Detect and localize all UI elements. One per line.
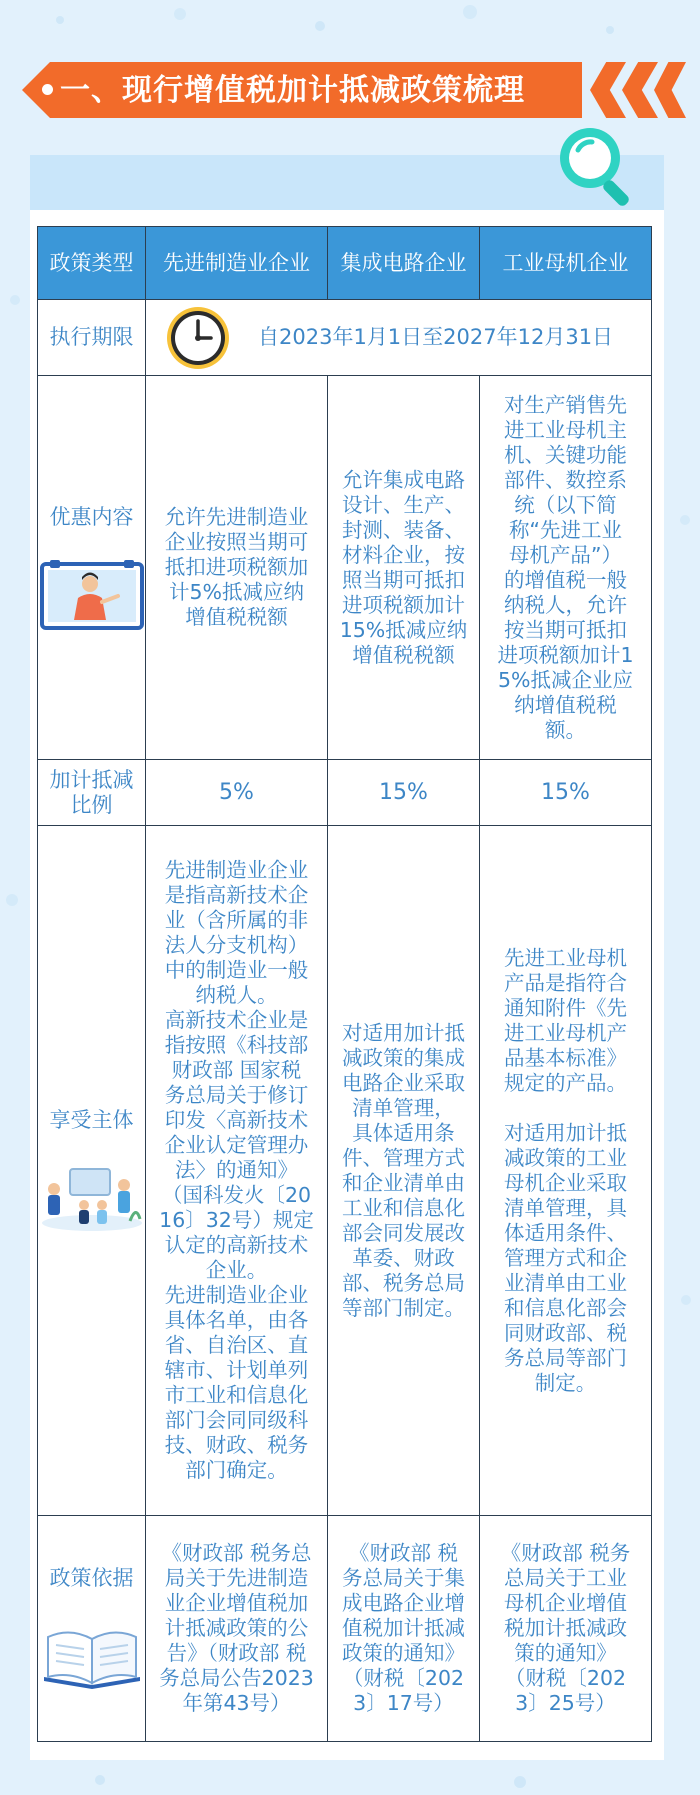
row-label-text: 享受主体 (49, 1108, 134, 1132)
table-row (38, 826, 652, 1516)
subject-machine-tool: 先进工业母机 产品是指符合 通知附件《先 进工业母机产 品基本标准》 规定的产品。 对适用加计抵 减政策的工业 母机企业采取 清单管理，具 体适用条件、 管理方式和企 业清单由工业 和信息化部会 同财政部、税 务总局等部门 制定。 (480, 826, 652, 1516)
chevron-left-icon (622, 62, 658, 118)
row-label-benefit (38, 376, 146, 760)
chevron-left-icon (590, 62, 626, 118)
header-advanced-manufacturing: 先进制造业企业 (146, 227, 328, 300)
ratio-integrated-circuit: 15% (328, 760, 480, 826)
subject-integrated-circuit: 对适用加计抵 减政策的集成 电路企业采取 清单管理， 具体适用条 件、管理方式 和企业清单由 工业和信息化 部会同发展改 革委、财政 部、税务总局 等部门制定。 (328, 826, 480, 1516)
team-meeting-illustration (40, 1161, 144, 1233)
chevron-left-icon (654, 62, 686, 118)
banner-bullet (42, 84, 53, 95)
header-policy-type: 政策类型 (38, 227, 146, 300)
row-label-ratio: 加计抵减 比例 (38, 760, 146, 826)
section-title: 一、现行增值税加计抵减政策梳理 (60, 73, 525, 108)
header-integrated-circuit: 集成电路企业 (328, 227, 480, 300)
benefit-advanced-manufacturing: 允许先进制造业 企业按照当期可 抵扣进项税额加 计5%抵减应纳 增值税税额 (146, 376, 328, 760)
header-machine-tool: 工业母机企业 (480, 227, 652, 300)
basis-machine-tool: 《财政部 税务 总局关于工业 母机企业增值 税加计抵减政 策的通知》 （财税〔202 3〕25号） (480, 1516, 652, 1742)
table-row (38, 1516, 652, 1742)
basis-advanced-manufacturing: 《财政部 税务总 局关于先进制造 业企业增值税加 计抵减政策的公 告》（财政部 税 务总局公告2023 年第43号） (146, 1516, 328, 1742)
table-header-row (38, 227, 652, 300)
row-label-subject (38, 826, 146, 1516)
row-label-basis (38, 1516, 146, 1742)
table-row (38, 760, 652, 826)
benefit-integrated-circuit: 允许集成电路 设计、生产、 封测、装备、 材料企业，按 照当期可抵扣 进项税额加计 15%抵减应纳 增值税税额 (328, 376, 480, 760)
magnifier-icon (548, 118, 648, 210)
ratio-advanced-manufacturing: 5% (146, 760, 328, 826)
presenter-illustration (40, 558, 144, 630)
row-label-text: 政策依据 (49, 1566, 134, 1590)
row-label-text: 优惠内容 (49, 505, 134, 529)
basis-integrated-circuit: 《财政部 税 务总局关于集 成电路企业增 值税加计抵减 政策的通知》 （财税〔202 3〕17号） (328, 1516, 480, 1742)
ratio-machine-tool: 15% (480, 760, 652, 826)
table-row (38, 376, 652, 760)
period-text: 自2023年1月1日至2027年12月31日 (258, 325, 614, 349)
table-row (38, 300, 652, 376)
benefit-machine-tool: 对生产销售先 进工业母机主 机、关键功能 部件、数控系 统（以下简 称“先进工业 母机产品”） 的增值税一般 纳税人，允许 按当期可抵扣 进项税额加计1 5%抵减企业应 纳增值税税 额。 (480, 376, 652, 760)
clock-icon (164, 304, 232, 372)
open-book-illustration (40, 1619, 144, 1691)
period-cell (146, 300, 652, 376)
policy-table (37, 226, 652, 1742)
subject-advanced-manufacturing: 先进制造业企业 是指高新技术企 业（含所属的非 法人分支机构） 中的制造业一般 纳税人。 高新技术企业是 指按照《科技部 财政部 国家税 务总局关于修订 印发〈高新技术 企业认定管理办 法〉的通知》 （国科发火〔20 16〕32号）规定 认定的高新技术 企业。 先进制造业企业 具体名单，由各 省、自治区、直 辖市、计划单列 市工业和信息化 部门会同同级科 技、财政、税务 部门确定。 (146, 826, 328, 1516)
row-label-period: 执行期限 (38, 300, 146, 376)
